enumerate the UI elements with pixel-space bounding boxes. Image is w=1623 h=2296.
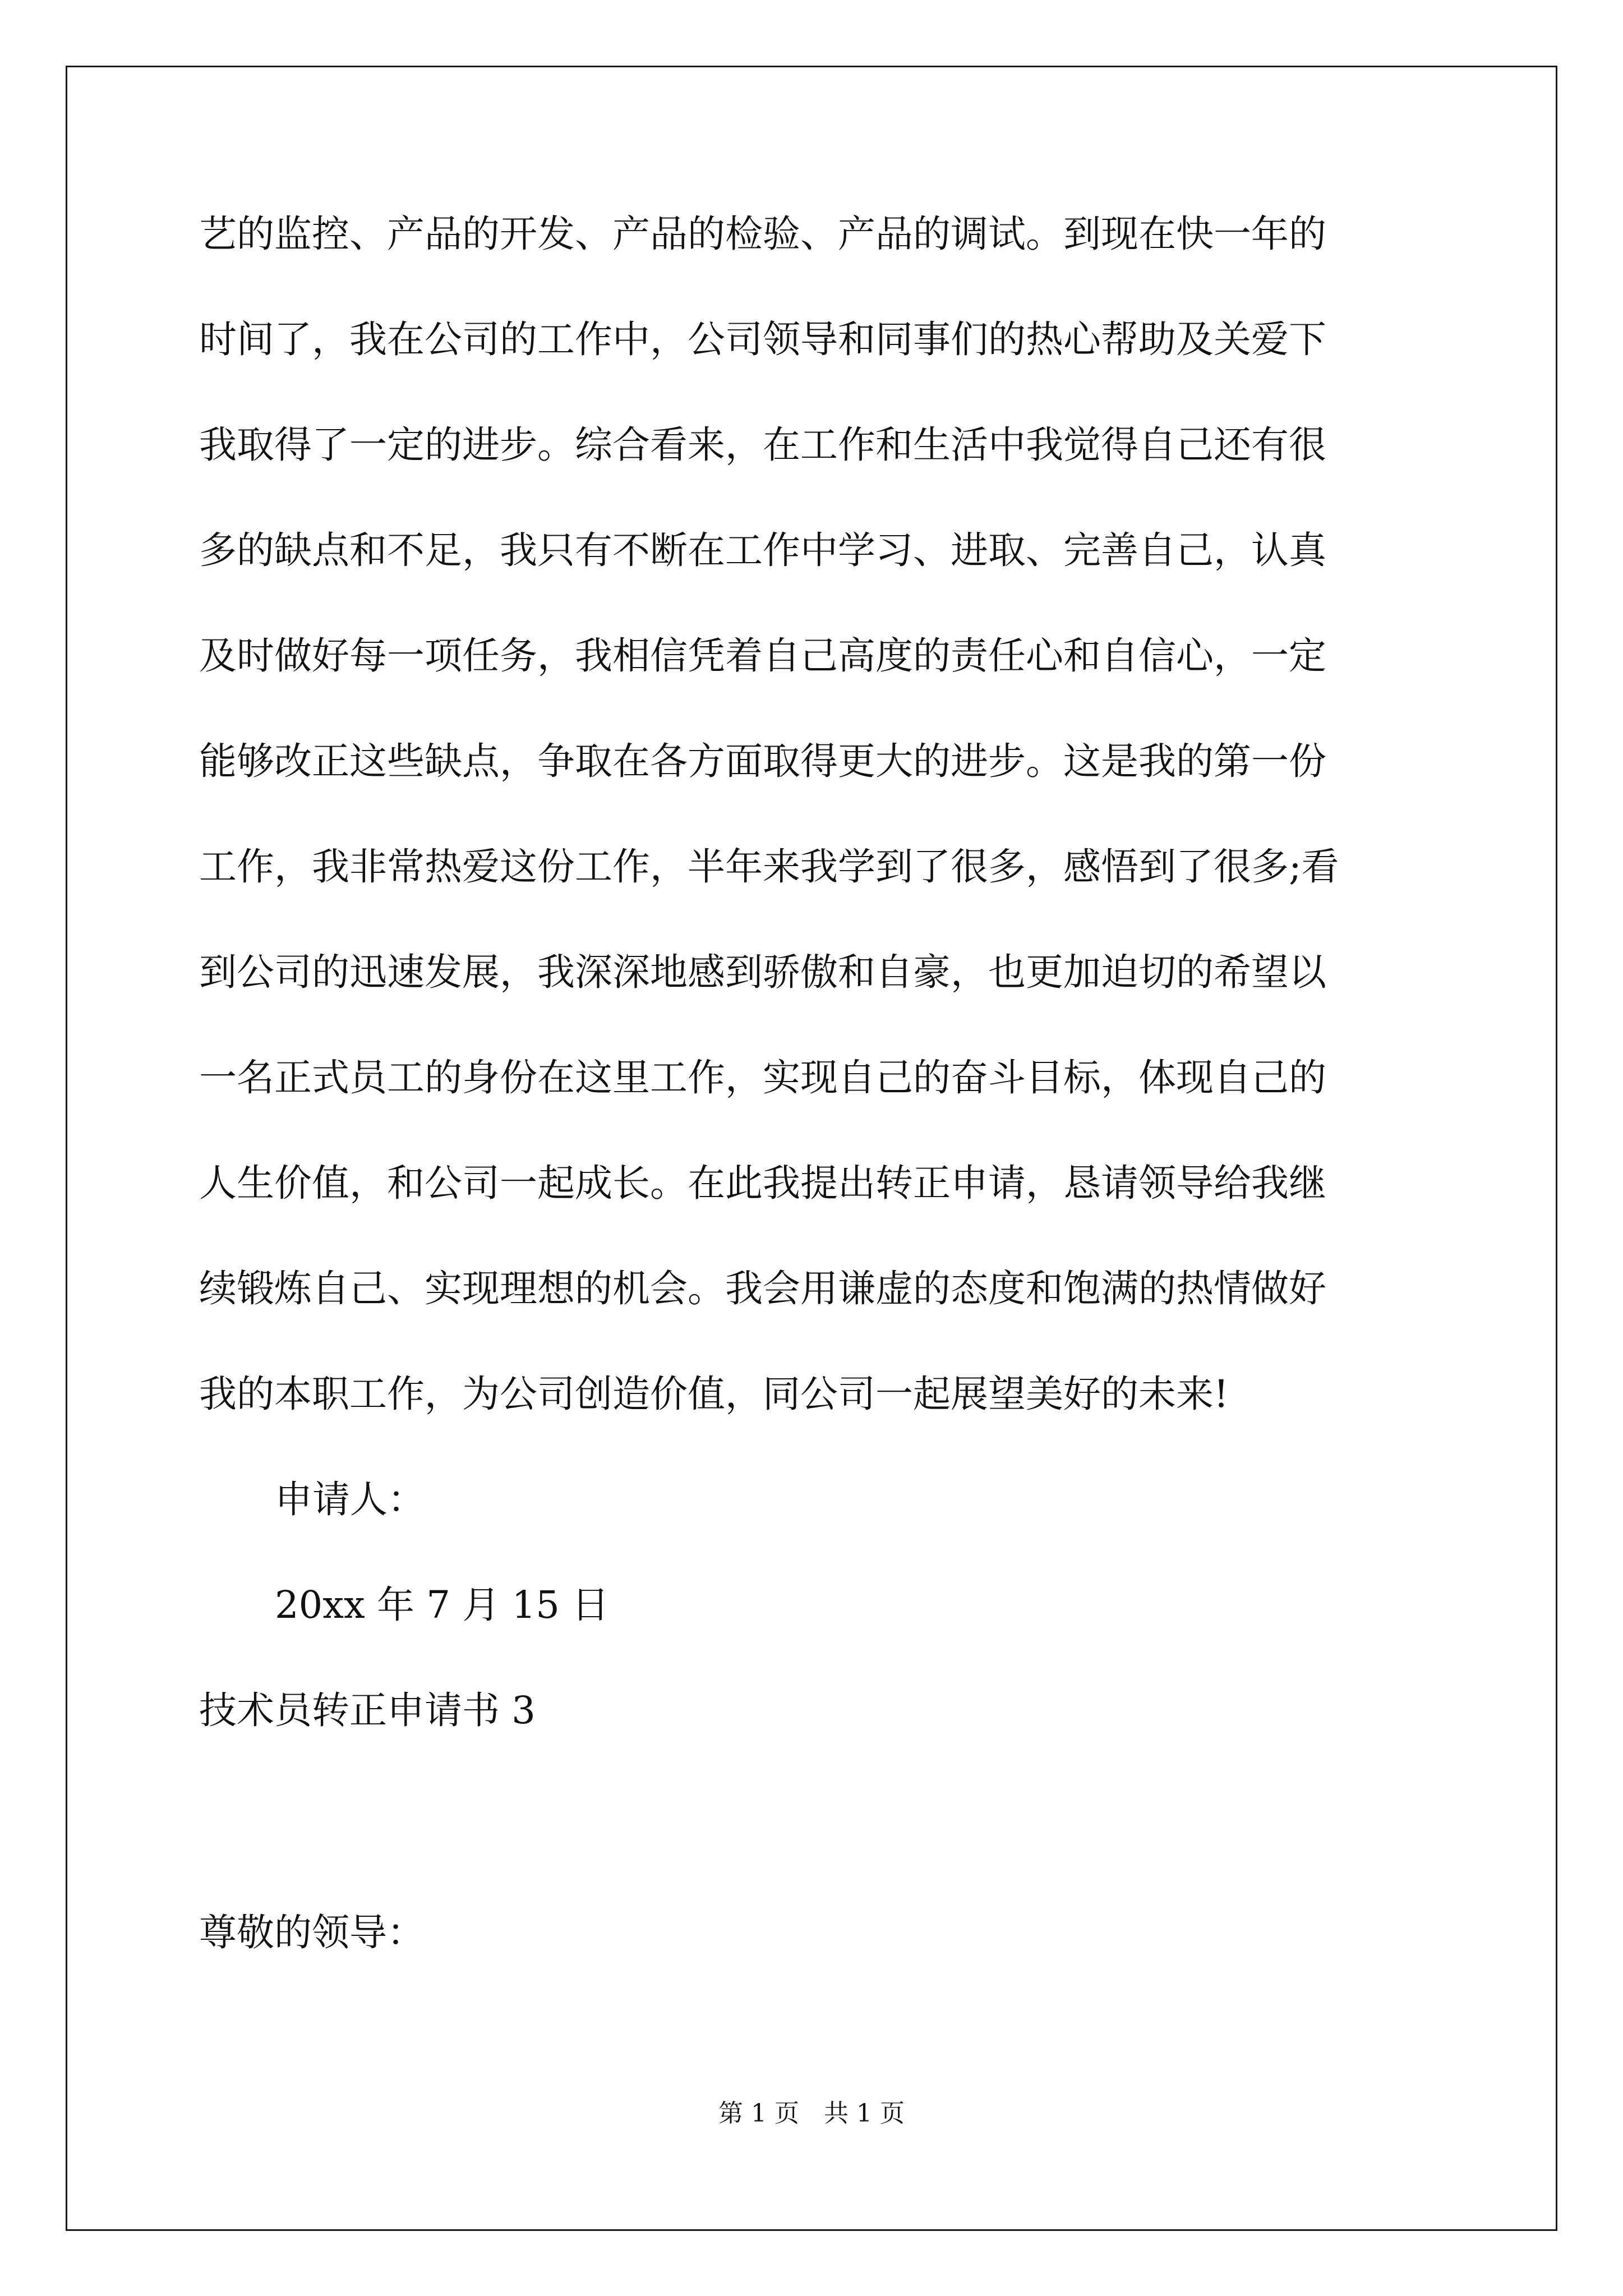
body-line: 到公司的迅速发展，我深深地感到骄傲和自豪，也更加迫切的希望以 — [199, 950, 1326, 994]
body-line: 我的本职工作，为公司创造价值，同公司一起展望美好的未来! — [199, 1372, 1229, 1416]
body-line: 艺的监控、产品的开发、产品的检验、产品的调试。到现在快一年的 — [199, 212, 1326, 256]
body-line: 我取得了一定的进步。综合看来，在工作和生活中我觉得自己还有很 — [199, 423, 1326, 467]
signature-date: 20xx 年 7 月 15 日 — [275, 1583, 610, 1627]
applicant-label: 申请人： — [275, 1478, 425, 1521]
next-letter-title: 技术员转正申请书 3 — [199, 1688, 536, 1732]
body-line: 人生价值，和公司一起成长。在此我提出转正申请，恳请领导给我继 — [199, 1161, 1326, 1205]
page-footer: 第 1 页 共 1 页 — [718, 2099, 905, 2128]
body-line: 一名正式员工的身份在这里工作，实现自己的奋斗目标，体现自己的 — [199, 1056, 1326, 1099]
body-line: 及时做好每一项任务，我相信凭着自己高度的责任心和自信心，一定 — [199, 634, 1326, 678]
body-line: 时间了，我在公司的工作中，公司领导和同事们的热心帮助及关爱下 — [199, 318, 1326, 361]
salutation: 尊敬的领导： — [199, 1911, 425, 1954]
body-line: 多的缺点和不足，我只有不断在工作中学习、进取、完善自己，认真 — [199, 528, 1326, 572]
body-line: 工作，我非常热爱这份工作，半年来我学到了很多，感悟到了很多;看 — [199, 845, 1339, 889]
body-line: 能够改正这些缺点，争取在各方面取得更大的进步。这是我的第一份 — [199, 739, 1326, 783]
body-line: 续锻炼自己、实现理想的机会。我会用谦虚的态度和饱满的热情做好 — [199, 1267, 1326, 1310]
page-border — [66, 66, 1557, 2231]
